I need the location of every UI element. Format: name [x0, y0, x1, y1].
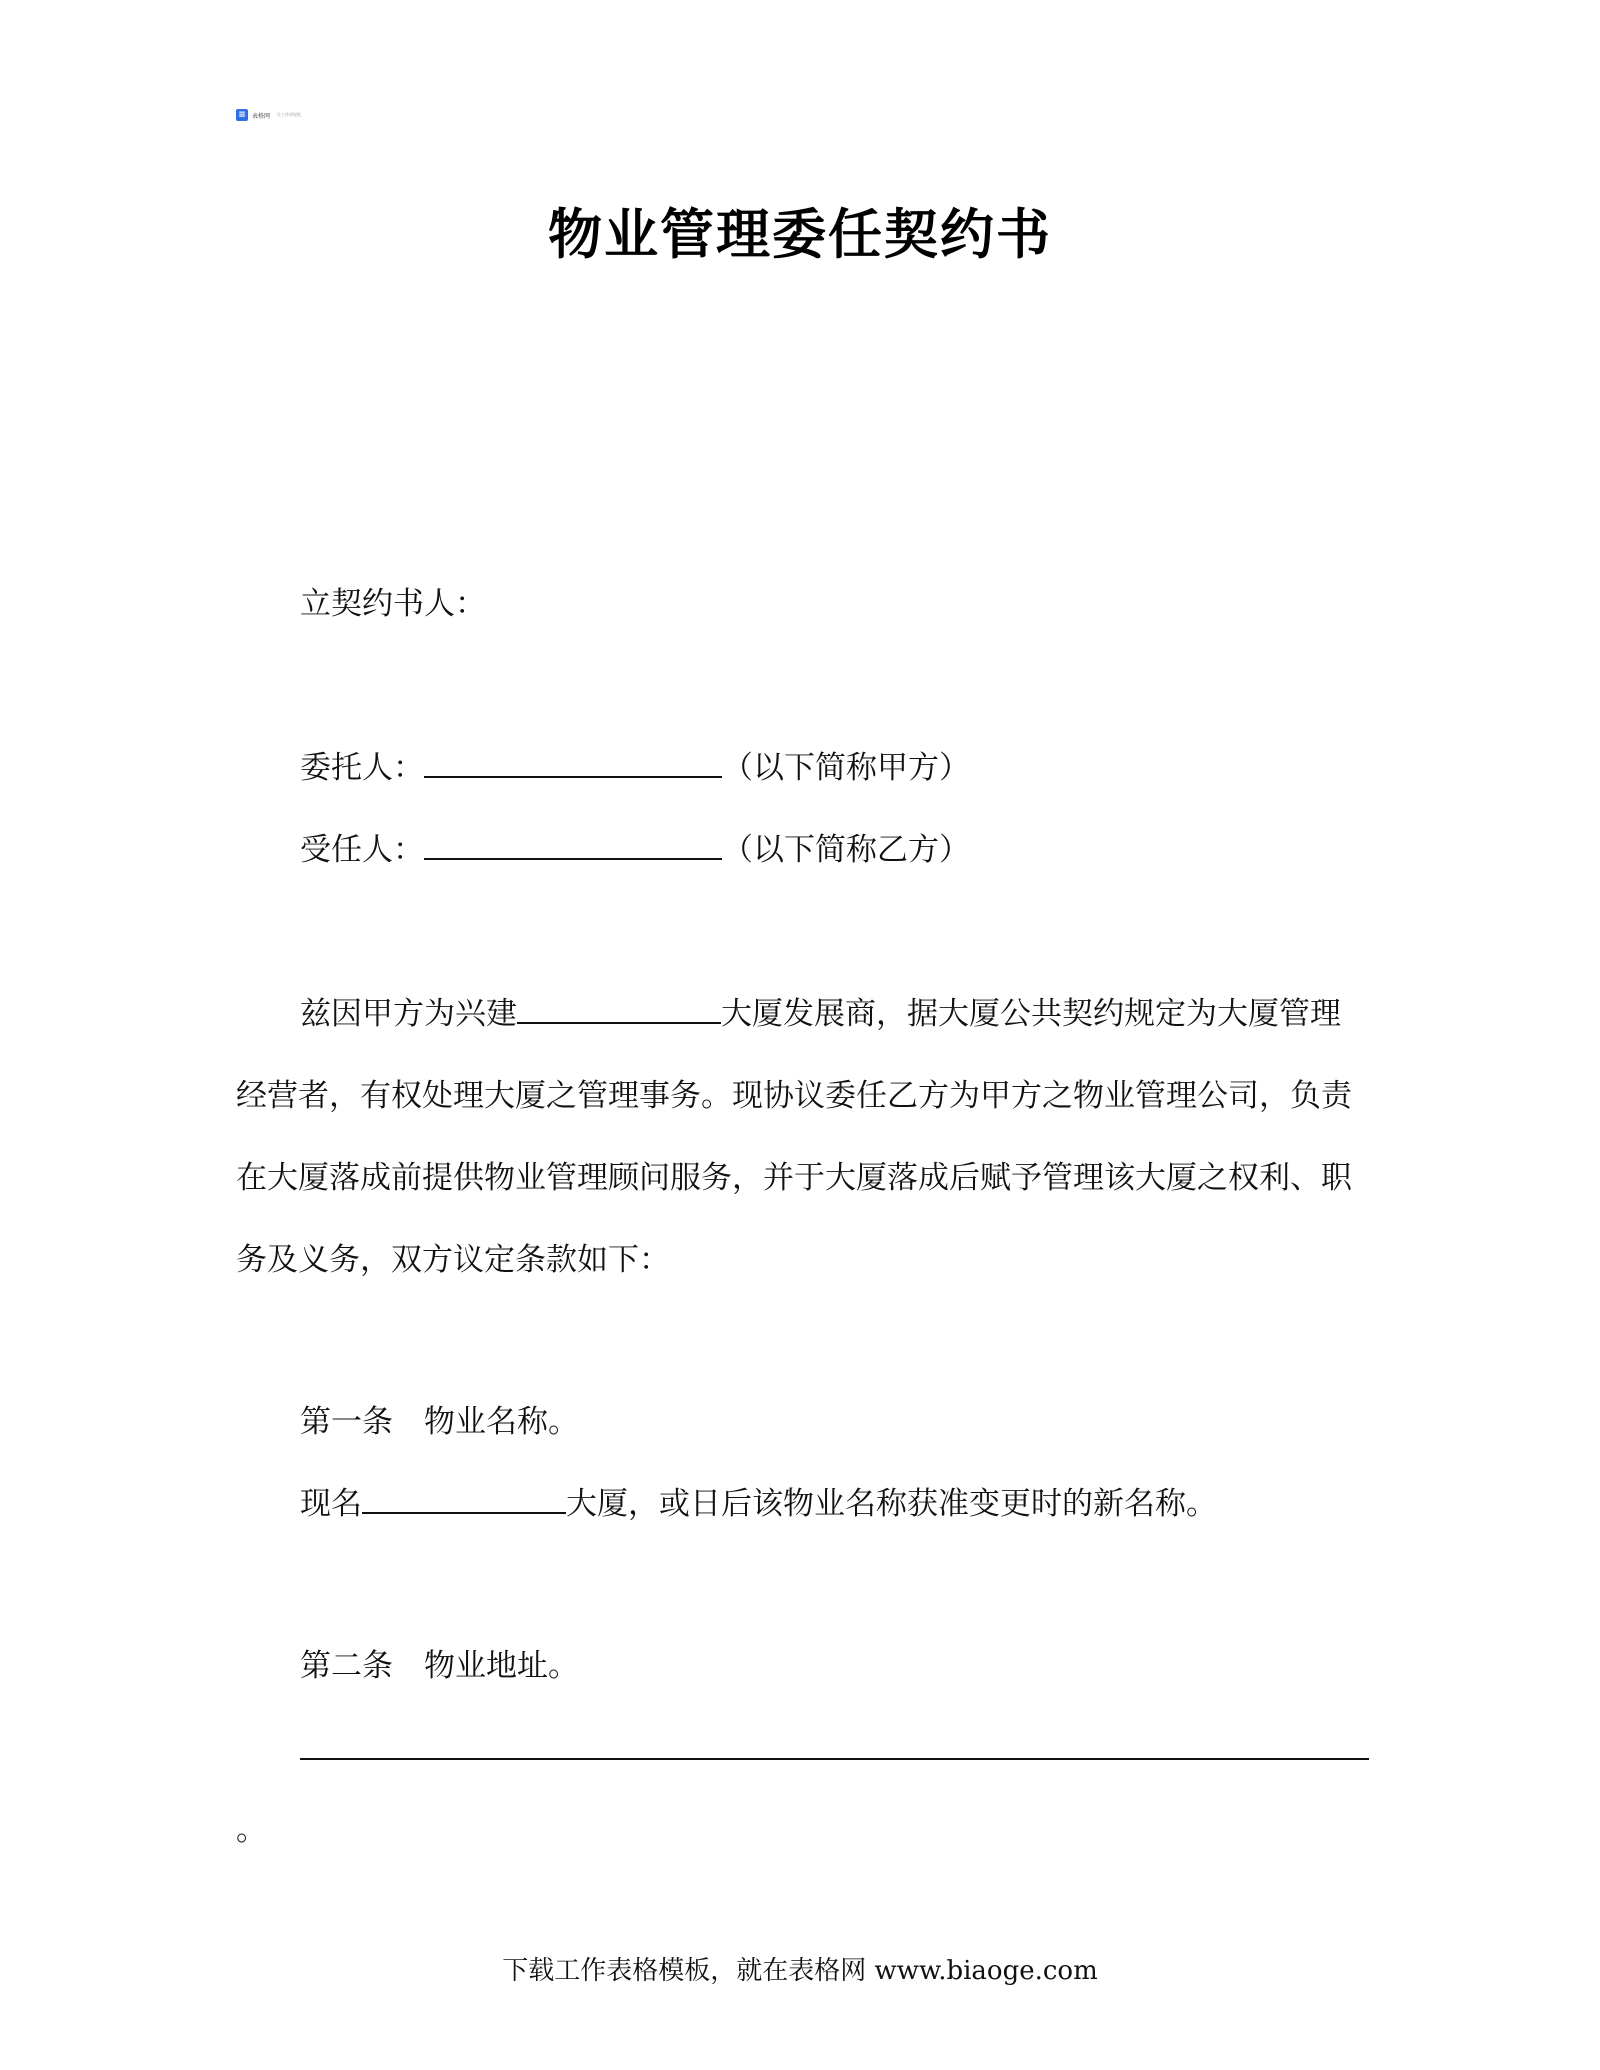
building-name-blank[interactable]	[517, 994, 721, 1024]
preamble-suffix: 大厦发展商，据大厦公共契约规定为大厦管理	[721, 996, 1341, 1032]
client-name-blank[interactable]	[424, 748, 722, 778]
current-name-blank[interactable]	[362, 1484, 566, 1514]
preamble-line-3: 在大厦落成前提供物业管理顾问服务，并于大厦落成后赋予管理该大厦之权利、职	[236, 1160, 1352, 1196]
address-blank[interactable]	[300, 1758, 1369, 1760]
logo-slogan: 让工作更轻松	[277, 112, 302, 117]
preamble-line-2: 经营者，有权处理大厦之管理事务。现协议委任乙方为甲方之物业管理公司，负责	[236, 1078, 1352, 1114]
document-logo-icon: ≡	[236, 109, 248, 121]
article1-body-prefix: 现名	[300, 1486, 362, 1522]
article1-heading: 第一条 物业名称。	[300, 1404, 579, 1440]
preamble-line-1	[300, 994, 1341, 1034]
client-line	[300, 748, 970, 788]
trustee-name-blank[interactable]	[424, 830, 722, 860]
client-label: 委托人：	[300, 750, 424, 786]
trustee-line	[300, 830, 970, 870]
trustee-suffix: （以下简称乙方）	[722, 832, 970, 868]
article1-body	[300, 1484, 1217, 1524]
article2-heading: 第二条 物业地址。	[300, 1648, 579, 1684]
preamble-prefix: 兹因甲方为兴建	[300, 996, 517, 1032]
footer-note: 下载工作表格模板，就在表格网 www.biaoge.com	[502, 1956, 1098, 1986]
article2-trailing-mark: 。	[236, 1812, 267, 1848]
site-logo	[236, 109, 301, 121]
logo-name: 表格网	[252, 112, 271, 120]
preamble-line-4: 务及义务，双方议定条款如下：	[236, 1242, 670, 1278]
parties-heading: 立契约书人：	[300, 586, 486, 622]
client-suffix: （以下简称甲方）	[722, 750, 970, 786]
document-title: 物业管理委任契约书	[548, 203, 1052, 266]
article1-body-suffix: 大厦，或日后该物业名称获准变更时的新名称。	[566, 1486, 1217, 1522]
trustee-label: 受任人：	[300, 832, 424, 868]
